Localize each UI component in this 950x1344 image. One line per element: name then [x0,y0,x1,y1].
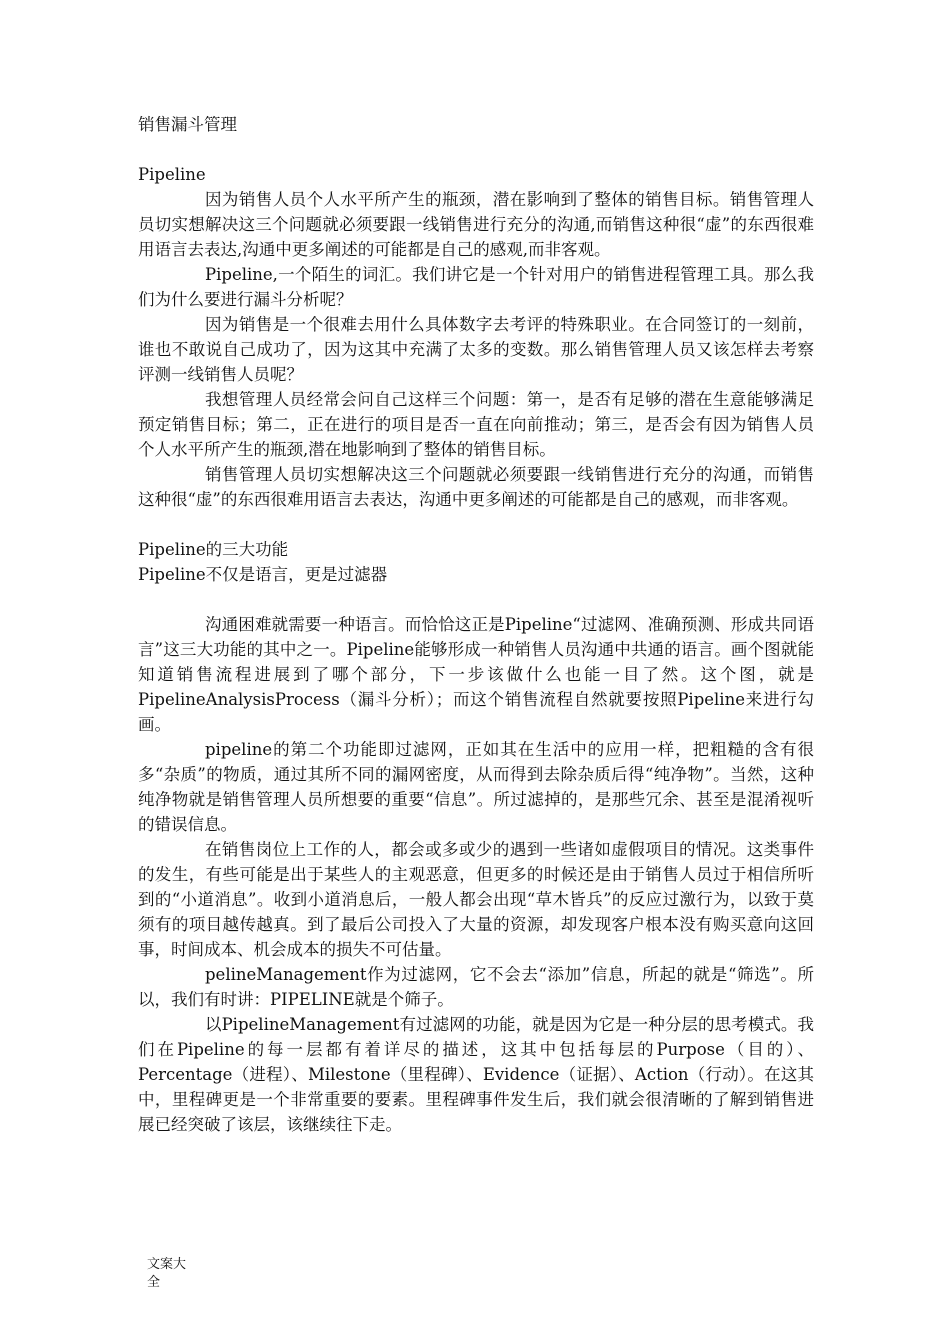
paragraph-10: 以PipelineManagement有过滤网的功能，就是因为它是一种分层的思考模式。我们在Pipeline的每一层都有着详尽的描述，这其中包括每层的Purpose（目的）、Percentage（进程）、Milestone（里程碑）、Evidence（证据）、Action（行动）。在这其中，里程碑更是一个非常重要的要素。里程碑事件发生后，我们就会很清晰的了解到销售进展已经突破了该层，该继续往下走。 [138,1015,814,1134]
section-heading-pipeline: Pipeline [138,165,206,184]
document-body [138,112,814,1137]
paragraph-4: 我想管理人员经常会问自己这样三个问题：第一，是否有足够的潜在生意能够满足预定销售目标；第二，正在进行的项目是否一直在向前推动；第三，是否会有因为销售人员个人水平所产生的瓶颈,潜在地影响到了整体的销售目标。 [138,390,814,459]
paragraph-8: 在销售岗位上工作的人，都会或多或少的遇到一些诸如虚假项目的情况。这类事件的发生，有些可能是出于某些人的主观恶意，但更多的时候还是由于销售人员过于相信所听到的“小道消息”。收到小道消息后，一般人都会出现“草木皆兵”的反应过激行为，以致于莫须有的项目越传越真。到了最后公司投入了大量的资源，却发现客户根本没有购买意向这回事，时间成本、机会成本的损失不可估量。 [138,840,814,959]
document-title: 销售漏斗管理 [138,115,237,134]
paragraph-5: 销售管理人员切实想解决这三个问题就必须要跟一线销售进行充分的沟通，而销售这种很“虚”的东西很难用语言去表达，沟通中更多阐述的可能都是自己的感观，而非客观。 [138,465,814,509]
paragraph-6: 沟通困难就需要一种语言。而恰恰这正是Pipeline“过滤网、准确预测、形成共同语言”这三大功能的其中之一。Pipeline能够形成一种销售人员沟通中共通的语言。画个图就能知道销售流程进展到了哪个部分，下一步该做什么也能一目了然。这个图，就是PipelineAnalysisProcess（漏斗分析）；而这个销售流程自然就要按照Pipeline来进行勾画。 [138,615,814,734]
page-footer: 文案大全 [147,1257,187,1290]
spacer [138,137,814,162]
paragraph-1: 因为销售人员个人水平所产生的瓶颈，潜在影响到了整体的销售目标。销售管理人员切实想解决这三个问题就必须要跟一线销售进行充分的沟通,而销售这种很“虚”的东西很难用语言去表达,沟通中更多阐述的可能都是自己的感观,而非客观。 [138,190,814,259]
paragraph-3: 因为销售是一个很难去用什么具体数字去考评的特殊职业。在合同签订的一刻前，谁也不敢说自己成功了，因为这其中充满了太多的变数。那么销售管理人员又该怎样去考察评测一线销售人员呢？ [138,315,814,384]
section-subheading-filter: Pipeline不仅是语言，更是过滤器 [138,565,388,584]
paragraph-2: Pipeline,一个陌生的词汇。我们讲它是一个针对用户的销售进程管理工具。那么我们为什么要进行漏斗分析呢？ [138,265,814,309]
paragraph-9: pelineManagement作为过滤网，它不会去“添加”信息，所起的就是“筛选”。所以，我们有时讲：PIPELINE就是个筛子。 [138,965,814,1009]
spacer [138,587,814,612]
spacer [138,512,814,537]
section-heading-functions: Pipeline的三大功能 [138,540,289,559]
paragraph-7: pipeline的第二个功能即过滤网，正如其在生活中的应用一样，把粗糙的含有很多“杂质”的物质，通过其所不同的漏网密度，从而得到去除杂质后得“纯净物”。当然，这种纯净物就是销售管理人员所想要的重要“信息”。所过滤掉的，是那些冗余、甚至是混淆视听的错误信息。 [138,740,814,834]
